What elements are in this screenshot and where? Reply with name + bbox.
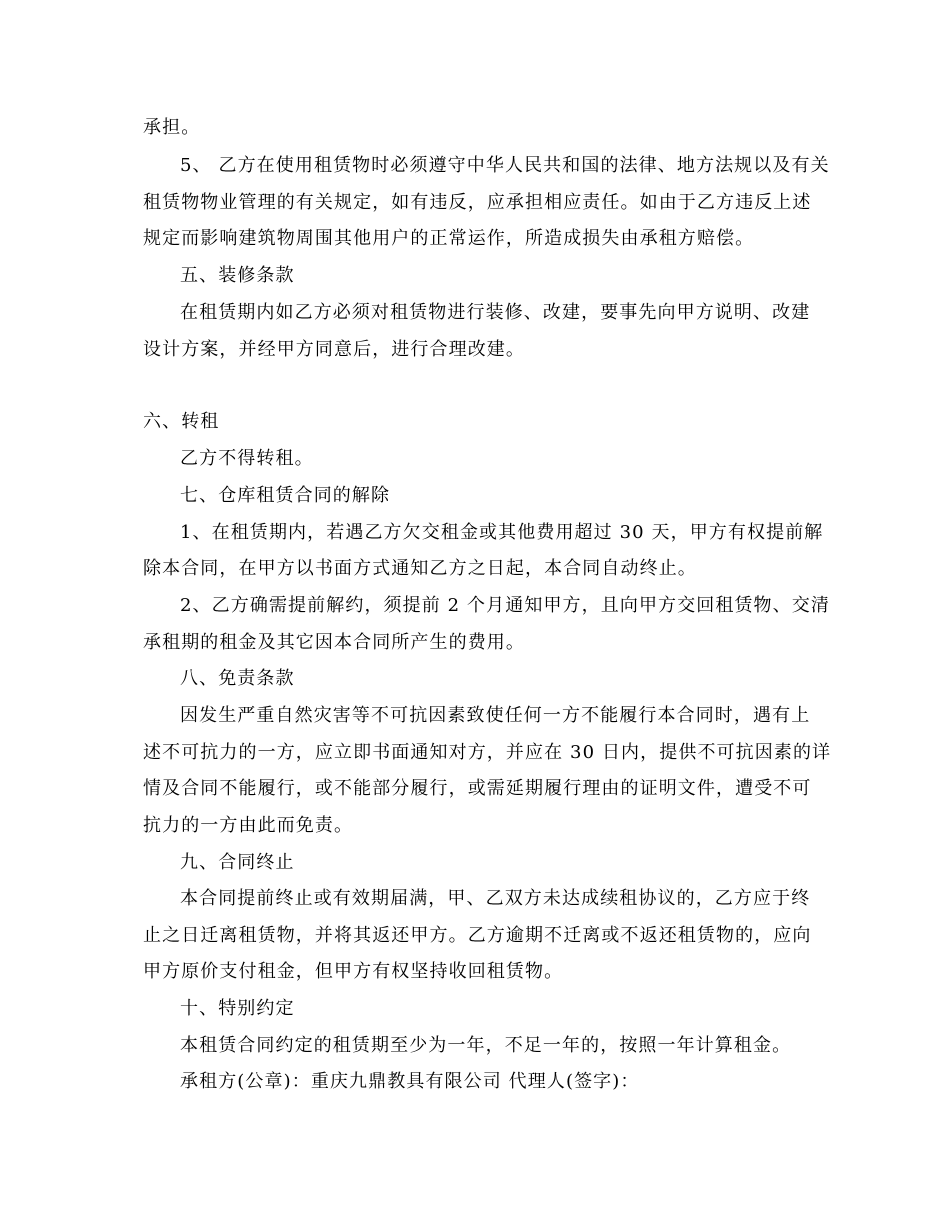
section-heading: 五、装修条款: [180, 265, 295, 286]
paragraph-line: 抗力的一方由此而免责。: [143, 815, 354, 836]
section-heading: 八、免责条款: [180, 668, 295, 689]
paragraph-line: 5、 乙方在使用租赁物时必须遵守中华人民共和国的法律、地方法规以及有关: [180, 155, 830, 176]
paragraph-line: 在租赁期内如乙方必须对租赁物进行装修、改建，要事先向甲方说明、改建: [180, 302, 811, 323]
paragraph-line: 承担。: [143, 117, 201, 138]
paragraph-line: 规定而影响建筑物周围其他用户的正常运作，所造成损失由承租方赔偿。: [143, 228, 755, 249]
paragraph-line: 甲方原价支付租金，但甲方有权坚持收回租赁物。: [143, 961, 564, 982]
section-heading: 十、特别约定: [180, 998, 295, 1019]
paragraph-line: 除本合同，在甲方以书面方式通知乙方之日起，本合同自动终止。: [143, 558, 697, 579]
paragraph-line: 设计方案，并经甲方同意后，进行合理改建。: [143, 339, 525, 360]
paragraph-line: 1、在租赁期内，若遇乙方欠交租金或其他费用超过 30 天，甲方有权提前解: [180, 522, 824, 543]
paragraph-line: 承租期的租金及其它因本合同所产生的费用。: [143, 632, 525, 653]
paragraph-line: 租赁物物业管理的有关规定，如有违反，应承担相应责任。如由于乙方违反上述: [143, 192, 812, 213]
paragraph-line: 情及合同不能履行，或不能部分履行，或需延期履行理由的证明文件，遭受不可: [143, 778, 812, 799]
signature-line: 承租方(公章)：重庆九鼎教具有限公司 代理人(签字)：: [180, 1071, 640, 1092]
paragraph-line: 乙方不得转租。: [180, 448, 314, 469]
paragraph-line: 述不可抗力的一方，应立即书面通知对方，并应在 30 日内，提供不可抗因素的详: [143, 742, 832, 763]
paragraph-line: 2、乙方确需提前解约，须提前 2 个月通知甲方，且向甲方交回租赁物、交清: [180, 595, 830, 616]
paragraph-line: 本租赁合同约定的租赁期至少为一年，不足一年的，按照一年计算租金。: [180, 1035, 792, 1056]
paragraph-line: 因发生严重自然灾害等不可抗因素致使任何一方不能履行本合同时，遇有上: [180, 705, 811, 726]
section-heading: 六、转租: [143, 411, 220, 432]
section-heading: 九、合同终止: [180, 852, 295, 873]
paragraph-line: 止之日迁离租赁物，并将其返还甲方。乙方逾期不迁离或不返还租赁物的，应向: [143, 925, 812, 946]
paragraph-line: 本合同提前终止或有效期届满，甲、乙双方未达成续租协议的，乙方应于终: [180, 888, 811, 909]
section-heading: 七、仓库租赁合同的解除: [180, 485, 391, 506]
